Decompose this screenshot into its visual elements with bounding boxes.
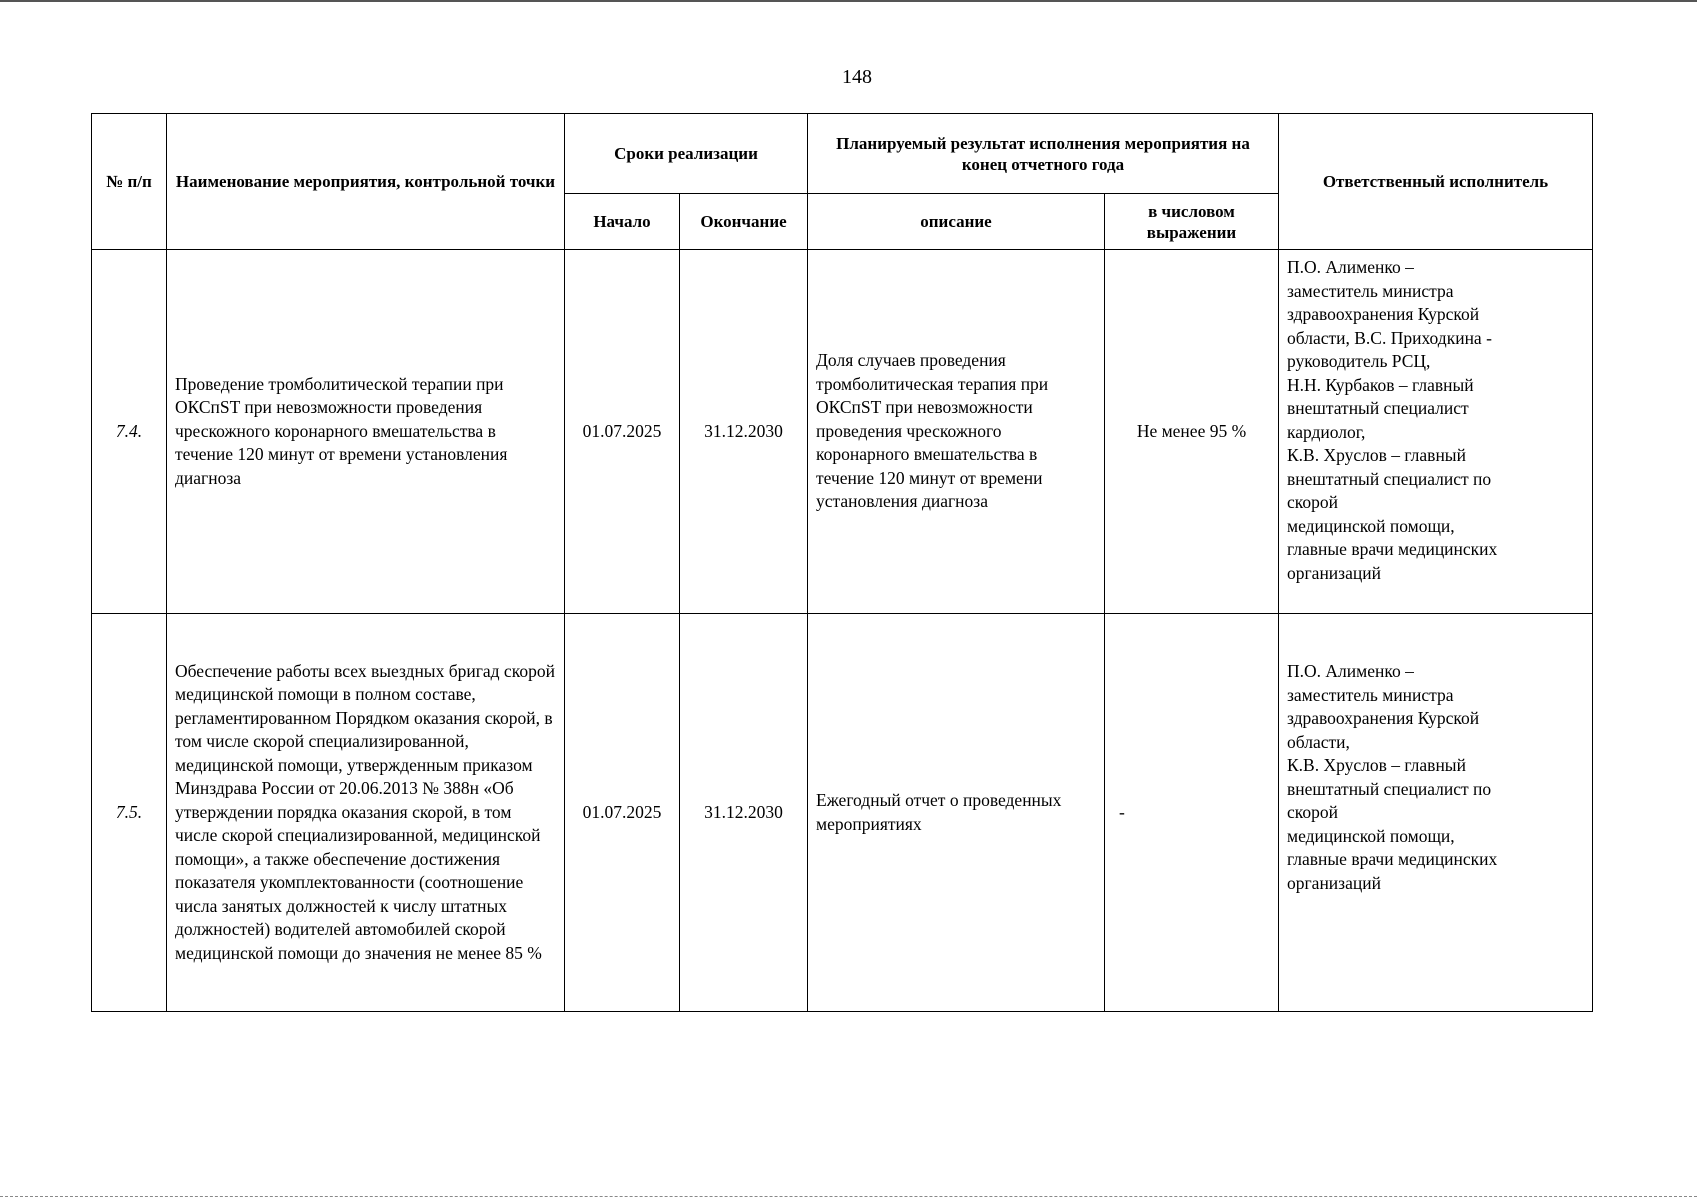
activities-table: [91, 113, 1593, 1012]
activity-name: Проведение тромболитической терапии при ОКСпST при невозможности проведения чрескожного коронарного вмешательства в течение 120 минут от времени установления диагноза: [167, 250, 565, 614]
header-num: № п/п: [92, 114, 167, 250]
header-numeric: в числовом выражении: [1105, 194, 1279, 250]
start-date: 01.07.2025: [565, 614, 680, 1012]
header-responsible: Ответственный исполнитель: [1279, 114, 1593, 250]
responsible-line: области,: [1287, 731, 1350, 752]
header-name: Наименование мероприятия, контрольной точки: [167, 114, 565, 250]
responsible-line: скорой: [1287, 802, 1338, 822]
responsible-line: заместитель министра: [1287, 280, 1454, 301]
responsible-line: главные врачи медицинских: [1287, 849, 1498, 869]
responsible-person: [1279, 250, 1593, 614]
responsible-line: П.О. Алименко –: [1287, 661, 1414, 681]
responsible-line: руководитель РСЦ,: [1287, 351, 1431, 371]
responsible-line: Н.Н. Курбаков – главный: [1287, 374, 1474, 395]
responsible-person: [1279, 614, 1593, 1012]
responsible-line: внештатный специалист по: [1287, 778, 1492, 799]
header-end: Окончание: [680, 194, 808, 250]
responsible-line: организаций: [1287, 872, 1381, 893]
responsible-spacer: [1287, 895, 1584, 965]
responsible-line: П.О. Алименко –: [1287, 257, 1414, 277]
row-number: 7.4.: [92, 250, 167, 614]
responsible-line: скорой: [1287, 492, 1338, 512]
responsible-line: главные врачи медицинских: [1287, 539, 1498, 559]
scan-edge-top: [0, 0, 1697, 2]
responsible-line: К.В. Хруслов – главный: [1287, 445, 1466, 465]
header-description: описание: [808, 194, 1105, 250]
responsible-line: внештатный специалист: [1287, 398, 1469, 418]
result-numeric: -: [1105, 614, 1279, 1012]
responsible-line: медицинской помощи,: [1287, 825, 1455, 846]
responsible-line: кардиолог,: [1287, 421, 1366, 442]
header-result: Планируемый результат исполнения мероприятия на конец отчетного года: [808, 114, 1279, 194]
responsible-line: К.В. Хруслов – главный: [1287, 755, 1466, 775]
page-number: 148: [842, 66, 872, 88]
responsible-line: заместитель министра: [1287, 684, 1454, 705]
responsible-line: внештатный специалист по: [1287, 468, 1492, 489]
scan-edge-bottom: [0, 1196, 1697, 1198]
result-description: Доля случаев проведения тромболитическая терапия при ОКСпST при невозможности проведения чрескожного коронарного вмешательства в течение 120 минут от времени установления диагноза: [808, 250, 1105, 614]
responsible-line: здравоохранения Курской: [1287, 708, 1480, 728]
table-row: [92, 614, 1593, 1012]
result-numeric: Не менее 95 %: [1105, 250, 1279, 614]
table-row: [92, 250, 1593, 614]
end-date: 31.12.2030: [680, 614, 808, 1012]
responsible-line: медицинской помощи,: [1287, 515, 1455, 536]
header-start: Начало: [565, 194, 680, 250]
responsible-line: области, В.С. Приходкина -: [1287, 327, 1492, 348]
header-terms: Сроки реализации: [565, 114, 808, 194]
responsible-line: здравоохранения Курской: [1287, 304, 1480, 324]
end-date: 31.12.2030: [680, 250, 808, 614]
responsible-line: организаций: [1287, 562, 1381, 583]
row-number: 7.5.: [92, 614, 167, 1012]
result-description: Ежегодный отчет о проведенных мероприятиях: [808, 614, 1105, 1012]
start-date: 01.07.2025: [565, 250, 680, 614]
activity-name: Обеспечение работы всех выездных бригад скорой медицинской помощи в полном составе, регламентированном Порядком оказания скорой, в том числе скорой специализированной, медицинской помощи, утвержденным приказом Минздрава России от 20.06.2013 № 388н «Об утверждении порядка оказания скорой, в том числе скорой специализированной, медицинской помощи», а также обеспечение достижения показателя укомплектованности (соотношение числа занятых должностей к числу штатных должностей) водителей автомобилей скорой медицинской помощи до значения не менее 85 %: [167, 614, 565, 1012]
